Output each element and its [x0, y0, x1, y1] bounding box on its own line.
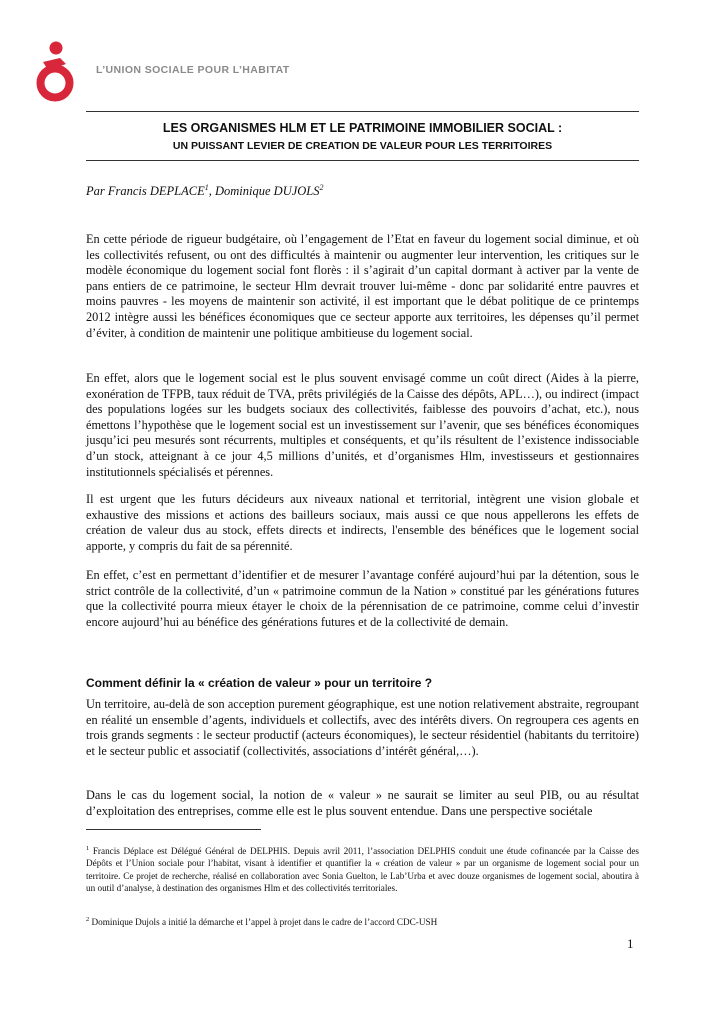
title-main: LES ORGANISMES HLM ET LE PATRIMOINE IMMOBILIER SOCIAL : [162, 121, 563, 135]
page-number: 1 [627, 936, 634, 951]
footnote-divider [86, 829, 261, 830]
author-2: , Dominique DUJOLS [208, 184, 320, 199]
section-heading: Comment définir la « création de valeur » pour un territoire ? [86, 676, 433, 690]
union-sociale-logo-icon [30, 38, 80, 102]
author-1: Par Francis DEPLACE [86, 184, 205, 199]
paragraph-cost-hypothesis: En effet, alors que le logement social est le plus souvent envisagé comme un coût direct (Aides à la pierre, exonération de TFPB, taux réduit de TVA, prêts privilégiés de la Caisse des dépôts, APL…), ou indirect (impact des populations logées sur les budgets sociaux des collectivités, faiblesse des pouvoirs d’achat, etc.), nous émettons l’hypothèse que le logement social est un investissement sur l’avenir, que ses bénéfices économiques jusqu’ici peu mesurés sont récurrents, multiples et conséquents, et qu’ils résultent de l’existence indissociable d’un stock, atteignant à ce jour 4,5 millions d’unités, et d’organismes Hlm, investisseurs et gestionnaires institutionnels spécialisés et pérennes. [86, 371, 639, 479]
paragraph-intro: En cette période de rigueur budgétaire, où l’engagement de l’Etat en faveur du logement social diminue, et où les collectivités refusent, ou ont des difficultés à maintenir ou augmenter leur intervention, les critiques sur le modèle économique du logement social font florès : il s’agirait d’un capital dormant à activer par la vente de pans entiers de ce patrimoine, le secteur Hlm devrait trouver lui-même - donc par solidarité entre pauvres et moins pauvres - les moyens de maintenir son activité, il est important que le débat politique de ce printemps 2012 intègre aussi les bénéfices économiques que ce secteur apporte aux territoires, les dépenses qu’il permet d’éviter, à condition de maintenir une politique ambitieuse du logement social. [86, 232, 639, 340]
footnote-2 [86, 914, 639, 928]
paragraph-heritage: En effet, c’est en permettant d’identifier et de mesurer l’avantage conféré aujourd’hui par la détention, sous le strict contrôle de la collectivité, d’un « patrimoine commun de la Nation » constitué par les générations futures que la collectivité pourra mieux étayer le choix de la pérennisation de ce patrimoine, comme celui d’investir encore aujourd’hui au bénéfice des générations futures et de la collectivité de demain. [86, 568, 639, 629]
footnote-1 [86, 843, 639, 895]
author-line [86, 183, 324, 199]
footnote-1-number: 1 [86, 845, 90, 852]
footnote-1-text: Francis Déplace est Délégué Général de DELPHIS. Depuis avril 2011, l’association DELPHIS conduit une étude cofinancée par la Caisse des Dépôts et l’Union sociale pour l’habitat, visant à identifier et quantifier la « création de valeur » par un organisme de logement social pour un territoire. Ce projet de recherche, réalisé en collaboration avec Sonia Guelton, le Lab’Urba et avec douze organismes de logement social, aboutira à un outil d’analyse, à destination des organismes Hlm et des collectivités territoriales. [86, 846, 639, 894]
organization-name: L’UNION SOCIALE POUR L’HABITAT [96, 64, 290, 76]
footnote-2-text: Dominique Dujols a initié la démarche et l’appel à projet dans le cadre de l’accord CDC-USH [89, 917, 438, 928]
footnote-ref-2[interactable]: 2 [319, 183, 324, 192]
footnote-ref-1[interactable]: 1 [204, 183, 209, 192]
document-title [86, 111, 639, 161]
paragraph-territory: Un territoire, au-delà de son acception purement géographique, est une notion relativement abstraite, regroupant en réalité un ensemble d’agents, individuels et collectifs, avec des intérêts divers. On regroupera ces agents en trois grands segments : le secteur productif (acteurs économiques), le secteur résidentiel (habitants du territoire) et le secteur public et associatif (collectivités, associations d’intérêt général,…). [86, 697, 639, 758]
paragraph-value-notion: Dans le cas du logement social, la notion de « valeur » ne saurait se limiter au seul PIB, ou au résultat d’exploitation des entreprises, comme elle est le plus souvent entendue. Dans une perspective sociétale [86, 788, 639, 818]
paragraph-urgency: Il est urgent que les futurs décideurs aux niveaux national et territorial, intègrent une vision globale et exhaustive des missions et actions des bailleurs sociaux, mais aussi ce que nous appellerons les effets de création de valeur dus au stock, effets directs et indirects, l'ensemble des bénéfices que le logement social apporte, y compris du fait de sa pérennité. [86, 492, 639, 553]
footnote-2-number: 2 [86, 916, 90, 923]
title-subtitle: UN PUISSANT LEVIER DE CREATION DE VALEUR POUR LES TERRITOIRES [172, 140, 553, 152]
